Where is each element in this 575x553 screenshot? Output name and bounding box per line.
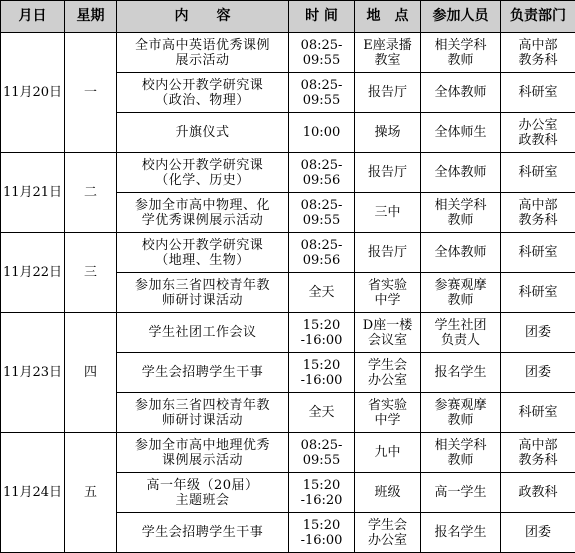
content-cell: 参加全市高中物理、化 学优秀课例展示活动 <box>117 193 289 233</box>
time-cell: 15:20 -16:00 <box>289 313 355 353</box>
place-cell: D座一楼 会议室 <box>355 313 421 353</box>
time-cell: 15:20 -16:00 <box>289 353 355 393</box>
header-content: 内 容 <box>117 1 289 33</box>
content-cell: 参加东三省四校青年教 师研讨课活动 <box>117 393 289 433</box>
place-cell: 报告厅 <box>355 233 421 273</box>
participants-cell: 全体教师 <box>421 73 501 113</box>
department-cell: 团委 <box>501 313 575 353</box>
content-cell: 参加东三省四校青年教 师研讨课活动 <box>117 273 289 313</box>
place-cell: 九中 <box>355 433 421 473</box>
place-cell: 省实验 中学 <box>355 393 421 433</box>
department-cell: 团委 <box>501 513 575 553</box>
place-cell: 三中 <box>355 193 421 233</box>
department-cell: 科研室 <box>501 233 575 273</box>
table-row <box>1 33 575 73</box>
participants-cell: 学生社团 负责人 <box>421 313 501 353</box>
table-row <box>1 233 575 273</box>
place-cell: 报告厅 <box>355 153 421 193</box>
time-cell: 08:25- 09:55 <box>289 433 355 473</box>
department-cell: 高中部 教务科 <box>501 33 575 73</box>
participants-cell: 参赛观摩 教师 <box>421 273 501 313</box>
weekday-cell: 一 <box>65 33 117 153</box>
date-cell: 11月21日 <box>1 153 65 233</box>
department-cell: 科研室 <box>501 73 575 113</box>
header-participants: 参加人员 <box>421 1 501 33</box>
content-cell: 校内公开教学研究课 （化学、历史） <box>117 153 289 193</box>
participants-cell: 全体教师 <box>421 153 501 193</box>
weekday-cell: 二 <box>65 153 117 233</box>
table-row <box>1 153 575 193</box>
department-cell: 高中部 教务科 <box>501 433 575 473</box>
weekday-cell: 五 <box>65 433 117 553</box>
place-cell: 操场 <box>355 113 421 153</box>
content-cell: 学生会招聘学生干事 <box>117 513 289 553</box>
time-cell: 08:25- 09:55 <box>289 73 355 113</box>
place-cell: 班级 <box>355 473 421 513</box>
time-cell: 全天 <box>289 393 355 433</box>
header-date: 月日 <box>1 1 65 33</box>
content-cell: 升旗仪式 <box>117 113 289 153</box>
place-cell: 学生会 办公室 <box>355 353 421 393</box>
participants-cell: 高一学生 <box>421 473 501 513</box>
time-cell: 15:20 -16:00 <box>289 513 355 553</box>
place-cell: 省实验 中学 <box>355 273 421 313</box>
table-row <box>1 313 575 353</box>
date-cell: 11月22日 <box>1 233 65 313</box>
time-cell: 15:20 -16:20 <box>289 473 355 513</box>
department-cell: 团委 <box>501 353 575 393</box>
participants-cell: 全体教师 <box>421 233 501 273</box>
time-cell: 08:25- 09:55 <box>289 193 355 233</box>
time-cell: 08:25- 09:56 <box>289 153 355 193</box>
time-cell: 全天 <box>289 273 355 313</box>
department-cell: 科研室 <box>501 393 575 433</box>
department-cell: 科研室 <box>501 273 575 313</box>
header-row <box>1 1 575 33</box>
table-row <box>1 433 575 473</box>
weekday-cell: 四 <box>65 313 117 433</box>
content-cell: 高一年级（20届） 主题班会 <box>117 473 289 513</box>
content-cell: 全市高中英语优秀课例 展示活动 <box>117 33 289 73</box>
department-cell: 高中部 教务科 <box>501 193 575 233</box>
date-cell: 11月23日 <box>1 313 65 433</box>
content-cell: 校内公开教学研究课 （政治、物理） <box>117 73 289 113</box>
date-cell: 11月24日 <box>1 433 65 553</box>
header-place: 地 点 <box>355 1 421 33</box>
time-cell: 08:25- 09:55 <box>289 33 355 73</box>
time-cell: 10:00 <box>289 113 355 153</box>
participants-cell: 报名学生 <box>421 513 501 553</box>
header-department: 负责部门 <box>501 1 575 33</box>
department-cell: 科研室 <box>501 153 575 193</box>
participants-cell: 全体师生 <box>421 113 501 153</box>
content-cell: 学生社团工作会议 <box>117 313 289 353</box>
header-time: 时 间 <box>289 1 355 33</box>
participants-cell: 相关学科 教师 <box>421 193 501 233</box>
participants-cell: 相关学科 教师 <box>421 33 501 73</box>
department-cell: 办公室 政教科 <box>501 113 575 153</box>
content-cell: 校内公开教学研究课 （地理、生物） <box>117 233 289 273</box>
participants-cell: 参赛观摩 教师 <box>421 393 501 433</box>
time-cell: 08:25- 09:56 <box>289 233 355 273</box>
department-cell: 政教科 <box>501 473 575 513</box>
participants-cell: 报名学生 <box>421 353 501 393</box>
place-cell: 学生会 办公室 <box>355 513 421 553</box>
place-cell: 报告厅 <box>355 73 421 113</box>
weekday-cell: 三 <box>65 233 117 313</box>
date-cell: 11月20日 <box>1 33 65 153</box>
content-cell: 参加全市高中地理优秀 课例展示活动 <box>117 433 289 473</box>
header-weekday: 星期 <box>65 1 117 33</box>
content-cell: 学生会招聘学生干事 <box>117 353 289 393</box>
participants-cell: 相关学科 教师 <box>421 433 501 473</box>
place-cell: E座录播 教室 <box>355 33 421 73</box>
